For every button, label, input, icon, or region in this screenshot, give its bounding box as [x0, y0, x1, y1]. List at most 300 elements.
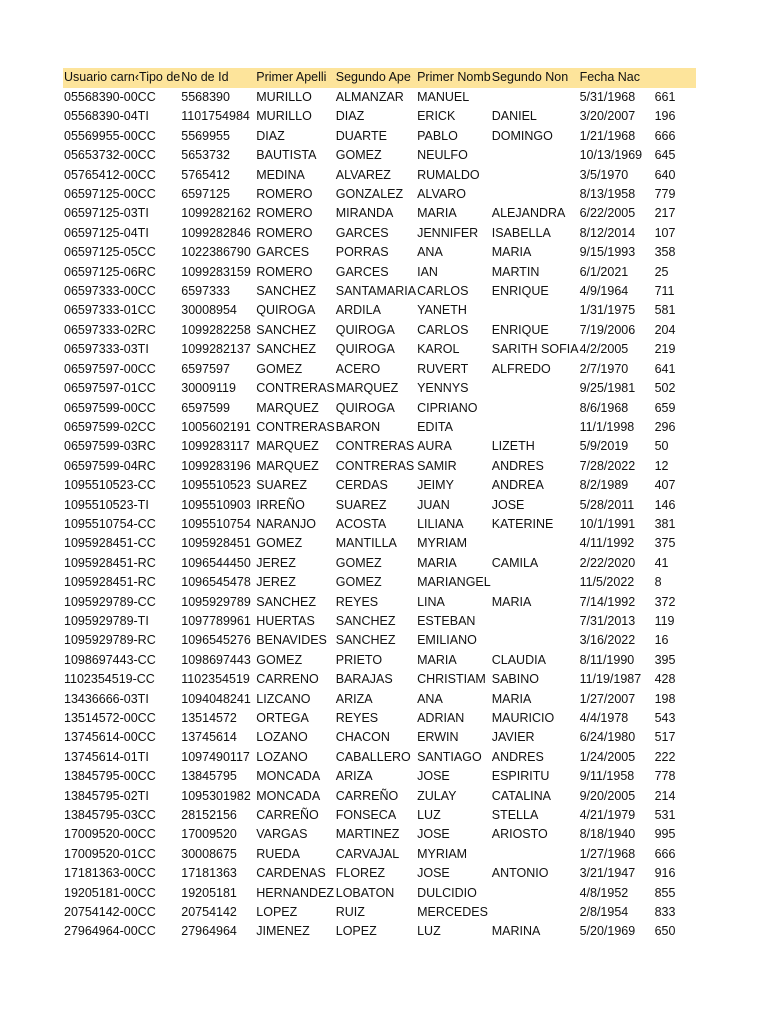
- cell-primer-nombre[interactable]: YENNYS: [417, 381, 469, 396]
- cell-primer-nombre[interactable]: MYRIAM: [417, 846, 468, 861]
- cell-fecha-nac[interactable]: 1/27/2007: [579, 691, 636, 706]
- cell-value[interactable]: 581: [654, 303, 676, 318]
- cell-segundo-apellido[interactable]: GOMEZ: [335, 575, 382, 590]
- cell-segundo-nombre[interactable]: CATALINA: [491, 788, 552, 803]
- cell-primer-nombre[interactable]: CARLOS: [417, 284, 469, 299]
- cell-usuario[interactable]: 06597125-06RC: [64, 264, 156, 279]
- cell-usuario[interactable]: 1095928451-RC: [64, 555, 156, 570]
- header-fecha-nac[interactable]: Fecha Nac: [579, 68, 654, 88]
- cell-value[interactable]: 916: [654, 866, 676, 881]
- cell-no-id[interactable]: 1101754984: [181, 109, 250, 124]
- cell-segundo-nombre[interactable]: ESPIRITU: [491, 769, 550, 784]
- cell-segundo-nombre[interactable]: MARIA: [491, 594, 532, 609]
- cell-usuario[interactable]: 06597597-00CC: [64, 361, 156, 376]
- cell-value[interactable]: 198: [654, 691, 676, 706]
- cell-fecha-nac[interactable]: 4/21/1979: [579, 808, 636, 823]
- cell-value[interactable]: 395: [654, 652, 676, 667]
- cell-fecha-nac[interactable]: 8/13/1958: [579, 187, 636, 202]
- cell-usuario[interactable]: 17181363-00CC: [64, 866, 156, 881]
- cell-value[interactable]: 650: [654, 924, 676, 939]
- cell-primer-nombre[interactable]: MERCEDES: [417, 905, 488, 920]
- cell-no-id[interactable]: 30008954: [181, 303, 237, 318]
- cell-segundo-apellido[interactable]: MIRANDA: [335, 206, 394, 221]
- cell-fecha-nac[interactable]: 5/20/1969: [579, 924, 636, 939]
- cell-segundo-nombre[interactable]: CLAUDIA: [491, 652, 546, 667]
- cell-usuario[interactable]: 05568390-00CC: [64, 90, 156, 104]
- cell-primer-apellido[interactable]: SANCHEZ: [256, 342, 316, 357]
- cell-segundo-apellido[interactable]: ARIZA: [335, 691, 373, 706]
- cell-usuario[interactable]: 05765412-00CC: [64, 167, 156, 182]
- cell-primer-apellido[interactable]: MARQUEZ: [256, 400, 319, 415]
- cell-value[interactable]: 661: [654, 90, 676, 104]
- cell-segundo-apellido[interactable]: GOMEZ: [335, 555, 382, 570]
- cell-segundo-apellido[interactable]: PORRAS: [335, 245, 389, 260]
- cell-primer-nombre[interactable]: MARIA: [417, 555, 457, 570]
- cell-primer-nombre[interactable]: ALVARO: [417, 187, 466, 202]
- cell-value[interactable]: 146: [654, 497, 676, 512]
- cell-primer-apellido[interactable]: MARQUEZ: [256, 458, 319, 473]
- cell-primer-apellido[interactable]: CARRENO: [256, 672, 319, 687]
- cell-primer-nombre[interactable]: LILIANA: [417, 516, 464, 531]
- cell-primer-nombre[interactable]: JUAN: [417, 497, 450, 512]
- cell-usuario[interactable]: 13845795-03CC: [64, 808, 156, 823]
- cell-usuario[interactable]: 13745614-00CC: [64, 730, 156, 745]
- cell-no-id[interactable]: 5569955: [181, 128, 230, 143]
- cell-primer-apellido[interactable]: SANCHEZ: [256, 284, 316, 299]
- cell-fecha-nac[interactable]: 7/28/2022: [579, 458, 636, 473]
- cell-fecha-nac[interactable]: 8/18/1940: [579, 827, 636, 842]
- cell-segundo-apellido[interactable]: GARCES: [335, 264, 389, 279]
- header-no-id[interactable]: No de Id: [180, 68, 255, 88]
- cell-usuario[interactable]: 06597125-00CC: [64, 187, 156, 202]
- cell-value[interactable]: 222: [654, 749, 676, 764]
- cell-value[interactable]: 296: [654, 419, 676, 434]
- cell-primer-nombre[interactable]: CHRISTIAM: [417, 672, 486, 687]
- cell-usuario[interactable]: 13514572-00CC: [64, 711, 156, 725]
- cell-primer-apellido[interactable]: MONCADA: [256, 788, 321, 803]
- cell-segundo-apellido[interactable]: RUIZ: [335, 905, 365, 920]
- cell-fecha-nac[interactable]: 4/8/1952: [579, 885, 629, 900]
- cell-primer-nombre[interactable]: CIPRIANO: [417, 400, 478, 415]
- cell-usuario[interactable]: 1095510754-CC: [64, 516, 156, 531]
- cell-segundo-apellido[interactable]: CHACON: [335, 730, 390, 745]
- cell-primer-nombre[interactable]: DULCIDIO: [417, 885, 477, 900]
- cell-usuario[interactable]: 13745614-01TI: [64, 749, 149, 764]
- cell-segundo-apellido[interactable]: QUIROGA: [335, 400, 395, 415]
- cell-fecha-nac[interactable]: 9/15/1993: [579, 245, 636, 260]
- cell-usuario[interactable]: 1095510523-TI: [64, 497, 149, 512]
- cell-segundo-apellido[interactable]: BARAJAS: [335, 672, 393, 687]
- cell-segundo-nombre[interactable]: ISABELLA: [491, 225, 551, 240]
- cell-fecha-nac[interactable]: 1/31/1975: [579, 303, 636, 318]
- cell-segundo-nombre[interactable]: DANIEL: [491, 109, 537, 124]
- cell-usuario[interactable]: 05653732-00CC: [64, 148, 156, 163]
- cell-segundo-nombre[interactable]: STELLA: [491, 808, 539, 823]
- cell-no-id[interactable]: 1005602191: [181, 419, 251, 434]
- cell-no-id[interactable]: 13845795: [181, 769, 237, 784]
- cell-segundo-apellido[interactable]: ARIZA: [335, 769, 373, 784]
- cell-fecha-nac[interactable]: 8/12/2014: [579, 225, 636, 240]
- cell-primer-nombre[interactable]: IAN: [417, 264, 438, 279]
- cell-fecha-nac[interactable]: 9/25/1981: [579, 381, 636, 396]
- cell-fecha-nac[interactable]: 10/1/1991: [579, 516, 636, 531]
- cell-usuario[interactable]: 1095929789-RC: [64, 633, 156, 648]
- cell-segundo-apellido[interactable]: DIAZ: [335, 109, 365, 124]
- cell-segundo-nombre[interactable]: ANDRES: [491, 749, 544, 764]
- cell-segundo-nombre[interactable]: [491, 903, 579, 922]
- cell-fecha-nac[interactable]: 2/22/2020: [579, 555, 636, 570]
- cell-usuario[interactable]: 06597333-02RC: [64, 322, 156, 337]
- cell-primer-apellido[interactable]: NARANJO: [256, 516, 316, 531]
- cell-value[interactable]: 659: [654, 400, 676, 415]
- cell-fecha-nac[interactable]: 5/9/2019: [579, 439, 629, 454]
- cell-segundo-nombre[interactable]: ALFREDO: [491, 361, 551, 376]
- cell-no-id[interactable]: 1099282258: [181, 322, 251, 337]
- cell-no-id[interactable]: 1095510903: [181, 497, 251, 512]
- cell-value[interactable]: 833: [654, 905, 676, 920]
- cell-usuario[interactable]: 06597125-04TI: [64, 225, 149, 240]
- cell-segundo-nombre[interactable]: [491, 884, 579, 903]
- cell-no-id[interactable]: 1095301982: [181, 788, 251, 803]
- cell-primer-apellido[interactable]: MONCADA: [256, 769, 321, 784]
- cell-primer-nombre[interactable]: JOSE: [417, 827, 450, 842]
- cell-segundo-apellido[interactable]: CABALLERO: [335, 749, 411, 764]
- cell-value[interactable]: 119: [654, 613, 675, 628]
- cell-segundo-nombre[interactable]: KATERINE: [491, 516, 554, 531]
- cell-usuario[interactable]: 13436666-03TI: [64, 691, 149, 706]
- cell-fecha-nac[interactable]: 9/11/1958: [579, 769, 635, 784]
- cell-segundo-apellido[interactable]: QUIROGA: [335, 322, 395, 337]
- cell-value[interactable]: 204: [654, 322, 676, 337]
- cell-primer-apellido[interactable]: GOMEZ: [256, 361, 303, 376]
- cell-no-id[interactable]: 1099283159: [181, 264, 251, 279]
- cell-fecha-nac[interactable]: 1/27/1968: [579, 846, 636, 861]
- cell-primer-nombre[interactable]: ADRIAN: [417, 711, 465, 725]
- cell-segundo-nombre[interactable]: MARIA: [491, 691, 532, 706]
- cell-segundo-apellido[interactable]: SUAREZ: [335, 497, 387, 512]
- cell-no-id[interactable]: 1096544450: [181, 555, 251, 570]
- cell-segundo-apellido[interactable]: GOMEZ: [335, 148, 382, 163]
- cell-value[interactable]: 214: [654, 788, 676, 803]
- cell-primer-apellido[interactable]: GOMEZ: [256, 536, 303, 551]
- cell-value[interactable]: 381: [654, 516, 676, 531]
- cell-no-id[interactable]: 19205181: [181, 885, 237, 900]
- cell-primer-apellido[interactable]: GARCES: [256, 245, 310, 260]
- cell-usuario[interactable]: 27964964-00CC: [64, 924, 156, 939]
- cell-primer-nombre[interactable]: MANUEL: [417, 90, 470, 104]
- cell-segundo-nombre[interactable]: [491, 185, 579, 204]
- cell-fecha-nac[interactable]: 6/22/2005: [579, 206, 636, 221]
- cell-segundo-apellido[interactable]: ACOSTA: [335, 516, 387, 531]
- cell-segundo-apellido[interactable]: ALVAREZ: [335, 167, 391, 182]
- cell-primer-nombre[interactable]: ANA: [417, 245, 443, 260]
- cell-fecha-nac[interactable]: 4/4/1978: [579, 711, 629, 725]
- cell-primer-apellido[interactable]: MURILLO: [256, 90, 312, 104]
- cell-primer-apellido[interactable]: SANCHEZ: [256, 594, 316, 609]
- cell-fecha-nac[interactable]: 4/11/1992: [579, 536, 635, 551]
- cell-fecha-nac[interactable]: 4/9/1964: [579, 284, 629, 299]
- cell-usuario[interactable]: 19205181-00CC: [64, 885, 156, 900]
- cell-segundo-nombre[interactable]: [491, 573, 579, 592]
- cell-value[interactable]: 196: [654, 109, 676, 124]
- cell-primer-nombre[interactable]: YANETH: [417, 303, 467, 318]
- cell-no-id[interactable]: 20754142: [181, 905, 237, 920]
- cell-usuario[interactable]: 06597333-01CC: [64, 303, 156, 318]
- cell-segundo-nombre[interactable]: ENRIQUE: [491, 284, 549, 299]
- cell-primer-nombre[interactable]: JEIMY: [417, 478, 454, 493]
- cell-segundo-apellido[interactable]: QUIROGA: [335, 342, 395, 357]
- cell-primer-apellido[interactable]: MURILLO: [256, 109, 312, 124]
- cell-fecha-nac[interactable]: 1/24/2005: [579, 749, 636, 764]
- cell-usuario[interactable]: 13845795-00CC: [64, 769, 156, 784]
- cell-no-id[interactable]: 5765412: [181, 167, 230, 182]
- cell-segundo-nombre[interactable]: JOSE: [491, 497, 525, 512]
- cell-no-id[interactable]: 28152156: [181, 808, 237, 823]
- header-segundo-apellido[interactable]: Segundo Ape: [335, 68, 416, 88]
- cell-usuario[interactable]: 20754142-00CC: [64, 905, 156, 920]
- cell-usuario[interactable]: 06597599-00CC: [64, 400, 156, 415]
- cell-no-id[interactable]: 1099282137: [181, 342, 251, 357]
- cell-usuario[interactable]: 05568390-04TI: [64, 109, 149, 124]
- cell-segundo-nombre[interactable]: [491, 379, 579, 398]
- cell-segundo-apellido[interactable]: LOPEZ: [335, 924, 377, 939]
- cell-segundo-apellido[interactable]: ARDILA: [335, 303, 381, 318]
- cell-usuario[interactable]: 1098697443-CC: [64, 652, 156, 667]
- cell-segundo-apellido[interactable]: CARREÑO: [335, 788, 399, 803]
- header-primer-apellido[interactable]: Primer Apelli: [255, 68, 334, 88]
- cell-value[interactable]: 16: [654, 633, 669, 648]
- cell-segundo-nombre[interactable]: [491, 146, 579, 165]
- cell-primer-apellido[interactable]: MARQUEZ: [256, 439, 319, 454]
- cell-fecha-nac[interactable]: 3/16/2022: [579, 633, 636, 648]
- cell-fecha-nac[interactable]: 5/28/2011: [579, 497, 635, 512]
- cell-fecha-nac[interactable]: 7/31/2013: [579, 613, 636, 628]
- cell-value[interactable]: 711: [654, 284, 675, 299]
- cell-primer-apellido[interactable]: CARDENAS: [256, 866, 326, 881]
- cell-primer-apellido[interactable]: JEREZ: [256, 555, 296, 570]
- cell-no-id[interactable]: 1095929789: [181, 594, 251, 609]
- cell-value[interactable]: 372: [654, 594, 676, 609]
- cell-fecha-nac[interactable]: 11/19/1987: [579, 672, 642, 687]
- cell-fecha-nac[interactable]: 6/24/1980: [579, 730, 636, 745]
- cell-no-id[interactable]: 17181363: [181, 866, 237, 881]
- cell-primer-apellido[interactable]: JIMENEZ: [256, 924, 310, 939]
- cell-value[interactable]: 25: [654, 264, 669, 279]
- cell-no-id[interactable]: 1022386790: [181, 245, 251, 260]
- cell-usuario[interactable]: 06597597-01CC: [64, 381, 156, 396]
- cell-primer-nombre[interactable]: LUZ: [417, 924, 441, 939]
- cell-usuario[interactable]: 06597125-03TI: [64, 206, 149, 221]
- cell-primer-nombre[interactable]: AURA: [417, 439, 452, 454]
- cell-primer-nombre[interactable]: RUMALDO: [417, 167, 480, 182]
- cell-primer-apellido[interactable]: LOZANO: [256, 730, 308, 745]
- cell-fecha-nac[interactable]: 7/19/2006: [579, 322, 636, 337]
- cell-primer-nombre[interactable]: KAROL: [417, 342, 460, 357]
- cell-no-id[interactable]: 13745614: [181, 730, 237, 745]
- cell-segundo-apellido[interactable]: SANCHEZ: [335, 633, 396, 648]
- cell-fecha-nac[interactable]: 11/5/2022: [579, 575, 635, 590]
- cell-value[interactable]: 779: [654, 187, 676, 202]
- cell-primer-nombre[interactable]: ERWIN: [417, 730, 459, 745]
- cell-fecha-nac[interactable]: 10/13/1969: [579, 148, 643, 163]
- cell-usuario[interactable]: 06597599-03RC: [64, 439, 156, 454]
- cell-primer-apellido[interactable]: CARREÑO: [256, 808, 319, 823]
- cell-primer-apellido[interactable]: HUERTAS: [256, 613, 315, 628]
- cell-fecha-nac[interactable]: 8/2/1989: [579, 478, 629, 493]
- cell-no-id[interactable]: 1099282846: [181, 225, 251, 240]
- cell-primer-apellido[interactable]: SUAREZ: [256, 478, 307, 493]
- cell-usuario[interactable]: 17009520-00CC: [64, 827, 156, 842]
- cell-usuario[interactable]: 1095929789-CC: [64, 594, 156, 609]
- cell-segundo-nombre[interactable]: SABINO: [491, 672, 539, 687]
- cell-value[interactable]: 641: [654, 361, 676, 376]
- cell-fecha-nac[interactable]: 1/21/1968: [579, 128, 636, 143]
- cell-no-id[interactable]: 1097789961: [181, 613, 251, 628]
- cell-primer-nombre[interactable]: LUZ: [417, 808, 441, 823]
- cell-usuario[interactable]: 1095929789-TI: [64, 613, 149, 628]
- cell-segundo-apellido[interactable]: PRIETO: [335, 652, 383, 667]
- header-blank[interactable]: [654, 68, 696, 88]
- cell-value[interactable]: 375: [654, 536, 676, 551]
- cell-primer-nombre[interactable]: SANTIAGO: [417, 749, 482, 764]
- cell-fecha-nac[interactable]: 11/1/1998: [579, 419, 635, 434]
- cell-primer-apellido[interactable]: VARGAS: [256, 827, 308, 842]
- cell-primer-apellido[interactable]: RUEDA: [256, 846, 301, 861]
- cell-no-id[interactable]: 6597597: [181, 361, 230, 376]
- cell-segundo-apellido[interactable]: LOBATON: [335, 885, 395, 900]
- cell-segundo-nombre[interactable]: ALEJANDRA: [491, 206, 566, 221]
- cell-segundo-apellido[interactable]: GONZALEZ: [335, 187, 404, 202]
- cell-primer-nombre[interactable]: PABLO: [417, 128, 458, 143]
- cell-no-id[interactable]: 1094048241: [181, 691, 251, 706]
- cell-segundo-apellido[interactable]: DUARTE: [335, 128, 387, 143]
- cell-segundo-apellido[interactable]: CONTRERAS: [335, 439, 415, 454]
- cell-segundo-nombre[interactable]: ENRIQUE: [491, 322, 549, 337]
- cell-no-id[interactable]: 5568390: [181, 90, 230, 104]
- cell-no-id[interactable]: 6597599: [181, 400, 230, 415]
- cell-primer-apellido[interactable]: HERNANDEZ: [256, 885, 335, 900]
- cell-value[interactable]: 645: [654, 148, 676, 163]
- cell-value[interactable]: 517: [654, 730, 676, 745]
- cell-segundo-nombre[interactable]: MARIA: [491, 245, 532, 260]
- cell-no-id[interactable]: 1096545276: [181, 633, 251, 648]
- cell-no-id[interactable]: 1097490117: [181, 749, 250, 764]
- cell-value[interactable]: 358: [654, 245, 676, 260]
- cell-no-id[interactable]: 1095510754: [181, 516, 251, 531]
- cell-no-id[interactable]: 30008675: [181, 846, 237, 861]
- cell-primer-apellido[interactable]: JEREZ: [256, 575, 296, 590]
- cell-fecha-nac[interactable]: 3/21/1947: [579, 866, 636, 881]
- cell-value[interactable]: 666: [654, 128, 676, 143]
- cell-segundo-nombre[interactable]: JAVIER: [491, 730, 535, 745]
- cell-no-id[interactable]: 1099282162: [181, 206, 251, 221]
- cell-no-id[interactable]: 6597333: [181, 284, 230, 299]
- cell-primer-apellido[interactable]: CONTRERAS: [256, 419, 335, 434]
- cell-segundo-apellido[interactable]: REYES: [335, 711, 379, 725]
- cell-primer-nombre[interactable]: EMILIANO: [417, 633, 477, 648]
- header-primer-nombre[interactable]: Primer Nomb: [416, 68, 491, 88]
- cell-primer-apellido[interactable]: LOPEZ: [256, 905, 298, 920]
- cell-no-id[interactable]: 30009119: [181, 381, 236, 396]
- cell-no-id[interactable]: 27964964: [181, 924, 237, 939]
- cell-value[interactable]: 778: [654, 769, 676, 784]
- cell-no-id[interactable]: 1098697443: [181, 652, 251, 667]
- cell-primer-apellido[interactable]: MEDINA: [256, 167, 305, 182]
- cell-fecha-nac[interactable]: 2/7/1970: [579, 361, 629, 376]
- cell-primer-apellido[interactable]: IRREÑO: [256, 497, 305, 512]
- cell-primer-apellido[interactable]: GOMEZ: [256, 652, 303, 667]
- cell-primer-apellido[interactable]: SANCHEZ: [256, 322, 316, 337]
- cell-primer-apellido[interactable]: BENAVIDES: [256, 633, 327, 648]
- cell-no-id[interactable]: 1096545478: [181, 575, 251, 590]
- cell-segundo-apellido[interactable]: REYES: [335, 594, 379, 609]
- cell-fecha-nac[interactable]: 2/8/1954: [579, 905, 629, 920]
- header-segundo-nombre[interactable]: Segundo Non: [491, 68, 579, 88]
- cell-value[interactable]: 8: [654, 575, 662, 590]
- cell-usuario[interactable]: 1095510523-CC: [64, 478, 156, 493]
- cell-primer-apellido[interactable]: ROMERO: [256, 187, 313, 202]
- cell-no-id[interactable]: 17009520: [181, 827, 237, 842]
- cell-segundo-nombre[interactable]: ANDRES: [491, 458, 544, 473]
- cell-primer-nombre[interactable]: MARIA: [417, 652, 457, 667]
- cell-primer-nombre[interactable]: NEULFO: [417, 148, 468, 163]
- cell-usuario[interactable]: 1102354519-CC: [64, 672, 155, 687]
- cell-segundo-apellido[interactable]: CARVAJAL: [335, 846, 400, 861]
- cell-usuario[interactable]: 06597333-03TI: [64, 342, 149, 357]
- cell-usuario[interactable]: 1095928451-RC: [64, 575, 156, 590]
- cell-segundo-nombre[interactable]: [491, 301, 579, 320]
- cell-value[interactable]: 543: [654, 711, 676, 725]
- cell-no-id[interactable]: 1102354519: [181, 672, 250, 687]
- cell-fecha-nac[interactable]: 4/2/2005: [579, 342, 629, 357]
- cell-fecha-nac[interactable]: 5/31/1968: [579, 90, 636, 104]
- cell-no-id[interactable]: 1099283196: [181, 458, 251, 473]
- cell-value[interactable]: 995: [654, 827, 676, 842]
- cell-segundo-nombre[interactable]: ANTONIO: [491, 866, 549, 881]
- cell-primer-apellido[interactable]: ORTEGA: [256, 711, 309, 725]
- cell-fecha-nac[interactable]: 6/1/2021: [579, 264, 629, 279]
- cell-segundo-nombre[interactable]: LIZETH: [491, 439, 535, 454]
- cell-segundo-nombre[interactable]: ARIOSTO: [491, 827, 548, 842]
- cell-value[interactable]: 502: [654, 381, 676, 396]
- cell-segundo-apellido[interactable]: CONTRERAS: [335, 458, 415, 473]
- cell-segundo-nombre[interactable]: [491, 631, 579, 650]
- cell-segundo-apellido[interactable]: FLOREZ: [335, 866, 386, 881]
- cell-primer-apellido[interactable]: LOZANO: [256, 749, 308, 764]
- cell-value[interactable]: 217: [654, 206, 676, 221]
- cell-primer-apellido[interactable]: DIAZ: [256, 128, 285, 143]
- cell-value[interactable]: 12: [654, 458, 669, 473]
- cell-usuario[interactable]: 1095928451-CC: [64, 536, 156, 551]
- cell-value[interactable]: 41: [654, 555, 669, 570]
- cell-fecha-nac[interactable]: 8/11/1990: [579, 652, 635, 667]
- cell-value[interactable]: 666: [654, 846, 676, 861]
- cell-primer-nombre[interactable]: SAMIR: [417, 458, 457, 473]
- cell-usuario[interactable]: 06597333-00CC: [64, 284, 156, 299]
- cell-fecha-nac[interactable]: 3/5/1970: [579, 167, 629, 182]
- cell-primer-nombre[interactable]: JOSE: [417, 866, 450, 881]
- cell-usuario[interactable]: 06597599-04RC: [64, 458, 156, 473]
- cell-no-id[interactable]: 1099283117: [181, 439, 250, 454]
- cell-no-id[interactable]: 13514572: [181, 711, 237, 725]
- cell-primer-nombre[interactable]: EDITA: [417, 419, 453, 434]
- cell-no-id[interactable]: 5653732: [181, 148, 230, 163]
- cell-primer-nombre[interactable]: CARLOS: [417, 322, 469, 337]
- cell-segundo-apellido[interactable]: ALMANZAR: [335, 90, 404, 104]
- cell-value[interactable]: 219: [654, 342, 676, 357]
- cell-primer-apellido[interactable]: ROMERO: [256, 206, 313, 221]
- cell-segundo-apellido[interactable]: SANCHEZ: [335, 613, 396, 628]
